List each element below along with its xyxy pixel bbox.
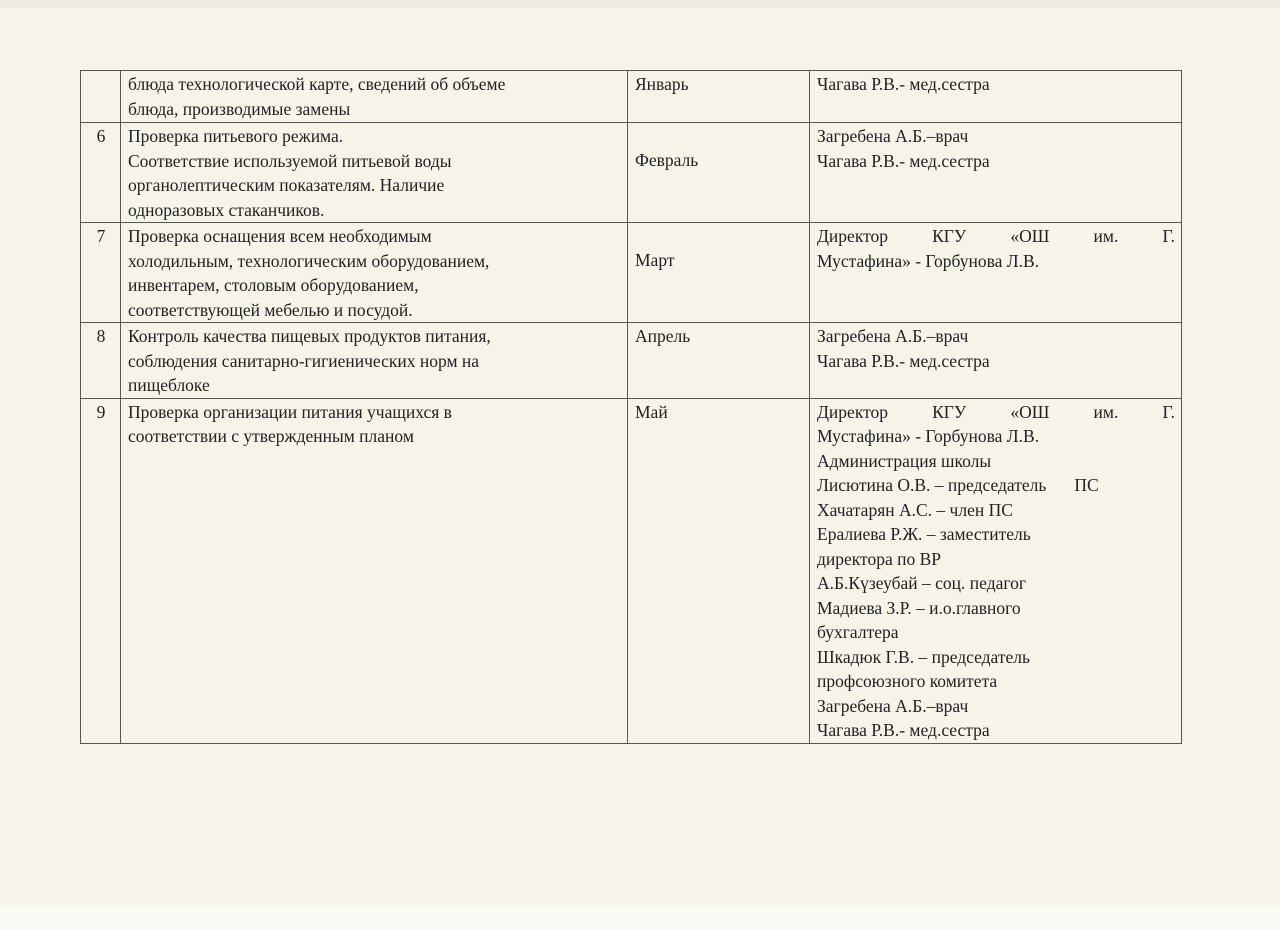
responsible-justified-line [817,400,1175,425]
month-cell: Апрель [628,323,810,399]
page-top-edge [0,0,1280,8]
responsible-ps-tag: ПС [1074,475,1099,495]
responsible-line: Ералиева Р.Ж. – заместитель [817,524,1031,544]
responsible-line: Чагава Р.В.- мед.сестра [817,74,990,94]
table-row [81,323,1182,399]
responsible-cell [810,123,1182,223]
table-row [81,223,1182,323]
task-line: Проверка оснащения всем необходимым [128,226,432,246]
task-line: Проверка организации питания учащихся в [128,401,452,422]
word: КГУ [932,226,967,246]
word: Директор [817,226,889,246]
responsible-line: Администрация школы [817,450,992,471]
responsible-cell [810,71,1182,123]
task-cell [121,223,628,323]
task-line: соответствии с утвержденным планом [128,426,414,446]
task-line: органолептическим показателям. Наличие [128,175,445,195]
month-cell [628,123,810,223]
task-line: блюда технологической карте, сведений об объеме [128,74,506,94]
word: «ОШ [1010,401,1050,422]
responsible-justified-line [817,224,1175,249]
task-line: Проверка питьевого режима. [128,126,344,146]
row-number: 9 [81,398,121,743]
word: «ОШ [1010,226,1050,246]
word: Г. [1162,226,1175,246]
word: КГУ [932,401,967,422]
month-cell [628,223,810,323]
task-cell [121,398,628,743]
task-cell [121,123,628,223]
responsible-line [817,473,1175,498]
table-row [81,123,1182,223]
responsible-cell [810,223,1182,323]
responsible-line: директора по ВР [817,548,942,569]
task-line: пищеблоке [128,375,210,395]
row-number: 8 [81,323,121,399]
task-line: соблюдения санитарно-гигиенических норм на [128,350,480,371]
task-line: Контроль качества пищевых продуктов питания, [128,326,491,346]
page-bottom-edge [0,905,1280,930]
responsible-line: Шкадюк Г.В. – председатель [817,646,1030,667]
task-line: блюда, производимые замены [128,98,351,119]
responsible-line: Мадиева З.Р. – и.о.главного [817,597,1021,618]
month-cell: Январь [628,71,810,123]
word: Директор [817,401,889,422]
word: Г. [1162,401,1175,422]
row-number: 7 [81,223,121,323]
table-row [81,71,1182,123]
table-row [81,398,1182,743]
responsible-name: Лисютина О.В. – председатель [817,475,1047,495]
responsible-line: Мустафина» - Горбунова Л.В. [817,426,1040,446]
row-number [81,71,121,123]
month-label: Март [635,250,675,270]
responsible-line: Чагава Р.В.- мед.сестра [817,150,990,171]
month-cell: Май [628,398,810,743]
task-line: Соответствие используемой питьевой воды [128,150,452,171]
control-plan-table [80,70,1182,744]
responsible-cell [810,323,1182,399]
responsible-line: Загребена А.Б.–врач [817,126,969,146]
word: им. [1093,226,1119,246]
responsible-line: бухгалтера [817,622,899,642]
task-cell [121,71,628,123]
responsible-line: Чагава Р.В.- мед.сестра [817,350,990,371]
task-line: холодильным, технологическим оборудованием, [128,250,490,271]
responsible-line: Хачатарян А.С. – член ПС [817,499,1013,520]
task-line: соответствующей мебелью и посудой. [128,299,413,320]
responsible-cell [810,398,1182,743]
responsible-line: А.Б.Күзеубай – соц. педагог [817,573,1027,593]
responsible-line: Загребена А.Б.–врач [817,326,969,346]
task-line: одноразовых стаканчиков. [128,199,325,220]
task-cell [121,323,628,399]
responsible-line: Загребена А.Б.–врач [817,695,969,716]
word: им. [1093,401,1119,422]
responsible-line: Чагава Р.В.- мед.сестра [817,720,990,740]
row-number: 6 [81,123,121,223]
responsible-line: Мустафина» - Горбунова Л.В. [817,250,1040,271]
month-label: Февраль [635,150,699,170]
task-line: инвентарем, столовым оборудованием, [128,275,419,295]
responsible-line: профсоюзного комитета [817,671,998,691]
